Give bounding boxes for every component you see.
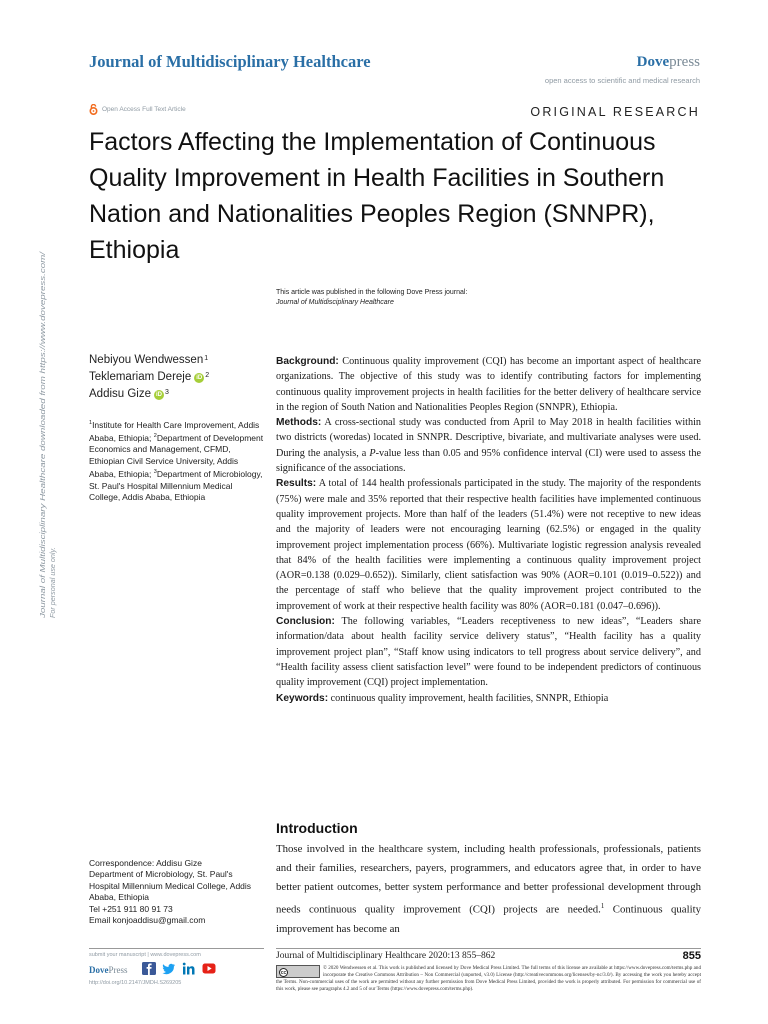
correspondence-name: Correspondence: Addisu Gize <box>89 858 202 868</box>
abstract-label: Results: <box>276 478 317 490</box>
footer-divider <box>89 948 264 949</box>
introduction-text: Those involved in the healthcare system, including health professionals, professionals, patients and their families, researchers, payers, programmers, and educators agree that, in order to have better patient outcomes, better system performance and better professional development through needs continuous quality improvement (CQI) projects are needed. <box>276 843 701 916</box>
abstract-label: Keywords: <box>276 692 329 704</box>
article-title-line: Nation and Nationalities Peoples Region (SNNPR), <box>89 200 655 228</box>
abstract-text: -value less than 0.05 and 95% confidence interval (CI) were used to assess the significance of the associations. <box>276 447 702 475</box>
introduction-heading: Introduction <box>276 820 358 836</box>
footer-logo-press: Press <box>108 965 128 975</box>
affiliations <box>89 418 264 503</box>
article-title-line: Quality Improvement in Health Facilities in Southern <box>89 164 665 192</box>
orcid-icon[interactable]: iD <box>196 375 203 381</box>
affiliation-sup: 2 <box>153 433 157 440</box>
reference-link[interactable]: 1 <box>600 902 605 910</box>
abstract-label: Methods: <box>276 417 322 429</box>
author-list <box>89 352 209 403</box>
publisher-tagline: open access to scientific and medical research <box>544 76 700 85</box>
linkedin-icon[interactable] <box>182 962 196 975</box>
affiliation-ref: 1 <box>204 355 209 362</box>
abstract-conclusion <box>276 614 701 690</box>
author-name: Addisu Gize <box>89 388 152 400</box>
abstract-text: continuous quality improvement, health facilities, SNNPR, Ethiopia <box>328 692 609 704</box>
open-access-badge <box>89 104 186 115</box>
youtube-icon[interactable] <box>202 962 216 975</box>
affiliation-sup: 1 <box>89 420 93 426</box>
open-access-label: Open Access Full Text Article <box>102 106 186 113</box>
footer-citation: Journal of Multidisciplinary Healthcare 2020:13 855–862 <box>276 951 496 961</box>
affiliation-2: Department of Development Economics and Management, CFMD, Ethiopian Civil Service University, Addis Ababa, Ethiopia; <box>89 433 264 480</box>
author <box>89 352 209 369</box>
author-name: Nebiyou Wendwessen <box>89 354 204 366</box>
facebook-icon[interactable] <box>142 962 156 975</box>
affiliation-sup: 3 <box>153 469 157 476</box>
author-name: Teklemariam Dereje <box>89 371 192 383</box>
watermark-line-1: Journal of Multidisciplinary Healthcare downloaded from https://www.dovepress.com/ <box>38 348 47 618</box>
affiliation-3: Department of Microbiology, St. Paul's Hospital Millennium Medical College, Addis Ababa, Ethiopia <box>89 469 263 502</box>
abstract-label: Conclusion: <box>276 616 335 628</box>
correspondence-email[interactable]: Email konjoaddisu@gmail.com <box>89 915 206 926</box>
abstract-results <box>276 476 701 614</box>
open-access-icon <box>89 104 98 115</box>
publish-note-text: This article was published in the following Dove Press journal: <box>276 289 468 296</box>
author <box>89 369 209 386</box>
license-text: © 2020 Wendwessen et al. This work is published and licensed by Dove Medical Press Limited. The full terms of this license are available at https://www.dovepress.com/terms.php and incorporate the Creative Commons Attribution – Non Commercial (unported, v3.0) License (http://creativecommons.org/licenses/by-nc/3.0/). By accessing the work you hereby accept the Terms. Non-commercial uses of the work are permitted without any further permission from Dove Medical Press Limited, provided the work is properly attributed. For permission for commercial use of this work, please see paragraphs 4.2 and 5 of our Terms (https://www.dovepress.com/terms.php). <box>276 965 701 992</box>
footer-divider <box>276 948 701 949</box>
abstract-text: The following variables, “Leaders receptiveness to new ideas”, “Leaders share information/data about health facility service delivery status”, “Health facility has a quality improvement project plan”, “Staff know using indicators to tell progress about service delivery”, and “Health facility assess client satisfaction level” were found to be independent predictors of continuous quality improvement (CQI) project implementation. <box>276 616 701 689</box>
affiliation-1: Institute for Health Care Improvement, Addis Ababa, Ethiopia; <box>89 419 260 444</box>
abstract-background <box>276 354 701 415</box>
introduction-body <box>276 840 701 939</box>
article-title-line: Factors Affecting the Implementation of Continuous <box>89 128 656 156</box>
correspondence-phone: Tel +251 911 80 91 73 <box>89 903 173 914</box>
license-block <box>276 965 701 993</box>
article-title-line: Ethiopia <box>89 236 180 264</box>
publisher-logo-dove: Dove <box>636 54 670 70</box>
page-number: 855 <box>682 950 701 962</box>
abstract-methods <box>276 415 701 476</box>
affiliation-ref: 3 <box>165 389 169 396</box>
submit-manuscript-link[interactable]: submit your manuscript | www.dovepress.com <box>89 952 201 958</box>
footer-dovepress-logo[interactable] <box>89 965 128 975</box>
correspondence-address: Department of Microbiology, St. Paul's Hospital Millennium Medical College, Addis Ababa, Ethiopia <box>89 869 252 903</box>
abstract-text: A cross-sectional study was conducted from April to May 2018 in health facilities within two districts (woredas) located in SNNPR. Descriptive, bivariate, and multivariate analyses were used. During the analysis, a <box>276 417 701 459</box>
abstract-keywords <box>276 691 701 706</box>
publisher-logo-press: press <box>669 54 700 70</box>
footer-logo-dove: Dove <box>89 965 109 975</box>
abstract-label: Background: <box>276 356 339 367</box>
journal-title[interactable]: Journal of Multidisciplinary Healthcare <box>89 52 371 71</box>
doi-link[interactable]: http://doi.org/10.2147/JMDH.S269205 <box>89 980 182 986</box>
abstract-text: A total of 144 health professionals participated in the study. The majority of the respondents (75%) were male and 35% reported that their respective health facilities have implemented continuous quality improvement projects. More than half of the leaders (51.4%) were not receptive to new ideas and the majority of leaders were not encouraging learning (62.5%) or engaged in the quality improvement project implementation process (66%). Multivariate logistic regression analysis revealed that 84% of the health facilities were implementing a continuous quality improvement project (AOR=0.138 (0.029–0.652)). Similarly, client satisfaction was 90% (AOR=0.101 (0.019–0.522)) and the percentage of staff who believe that the quality improvement project contributed to the improvement of work at their respective health facility was 80% (AOR=0.181 (0.047–0.696)). <box>276 478 701 612</box>
article-type: ORIGINAL RESEARCH <box>530 105 700 119</box>
download-watermark <box>36 250 60 620</box>
publish-note-journal[interactable]: Journal of Multidisciplinary Healthcare <box>276 299 394 306</box>
introduction-text: Continuous quality improvement has become an <box>276 903 701 935</box>
abstract <box>276 354 701 706</box>
watermark-line-2: For personal use only. <box>48 547 57 618</box>
abstract-text: Continuous quality improvement (CQI) has become an important aspect of healthcare organizations. The objective of this study was to identify contributing factors for implementing continuous quality improvement projects in health facilities for the better delivery of healthcare service in the region of South Nation and Nationalities Peoples Region (SNNPR), Ethiopia. <box>276 356 701 413</box>
article-title <box>89 124 709 268</box>
publish-note <box>276 288 467 308</box>
twitter-icon[interactable] <box>162 962 176 975</box>
affiliation-ref: 2 <box>205 372 210 379</box>
cc-license-icon-label: cc <box>280 970 287 976</box>
publisher-logo[interactable] <box>637 54 700 71</box>
social-links <box>142 962 216 975</box>
author <box>89 386 209 403</box>
p-symbol: P <box>369 447 376 459</box>
cc-license-icon[interactable] <box>276 965 320 978</box>
correspondence <box>89 858 264 926</box>
orcid-icon[interactable]: iD <box>156 392 163 398</box>
